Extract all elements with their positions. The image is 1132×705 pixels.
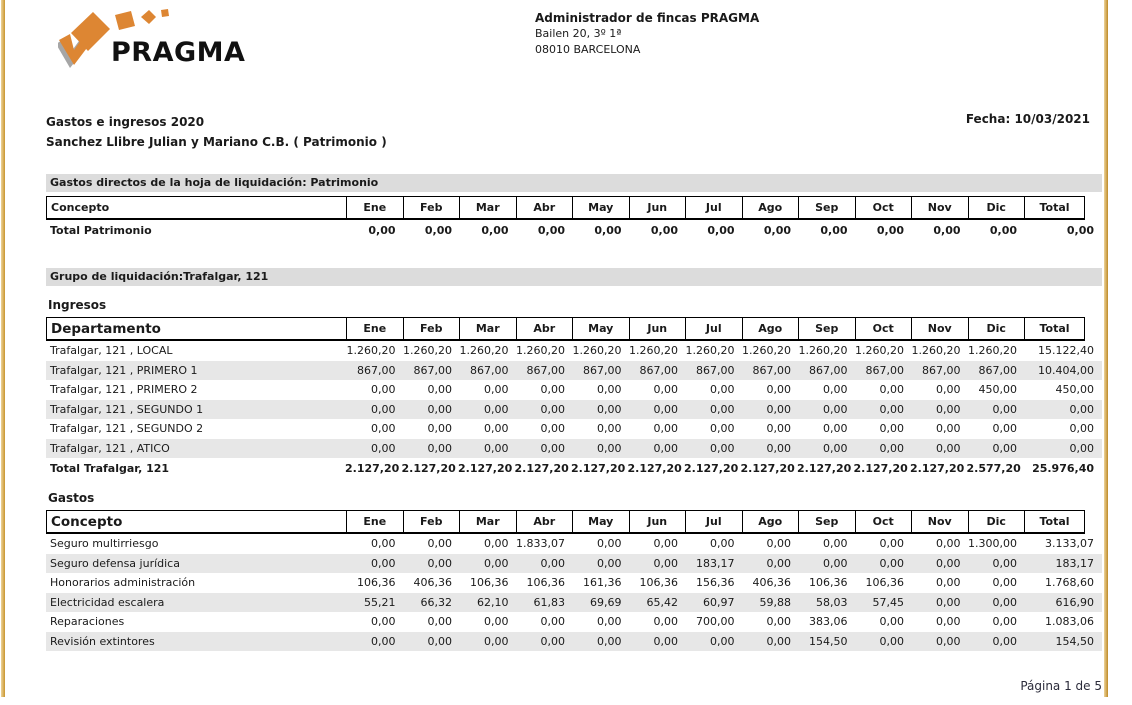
cell-value: 106,36 bbox=[639, 576, 678, 590]
cell-value: 0,00 bbox=[823, 383, 848, 397]
cell-value: 1.083,06 bbox=[1045, 615, 1094, 629]
cell-value: 154,50 bbox=[809, 634, 848, 648]
cell-value: 0,00 bbox=[427, 556, 452, 570]
row-label: Seguro defensa jurídica bbox=[50, 556, 180, 570]
cell-value: 0,00 bbox=[427, 537, 452, 551]
cell-value: 0,00 bbox=[766, 615, 791, 629]
cell-value: 0,00 bbox=[484, 537, 509, 551]
table-row bbox=[46, 361, 1102, 381]
letterhead-address-line2: 08010 BARCELONA bbox=[535, 43, 641, 56]
cell-value: 867,00 bbox=[809, 363, 848, 377]
cell-value: 106,36 bbox=[809, 576, 848, 590]
cell-value: 1.260,20 bbox=[685, 344, 735, 358]
report-date-label: Fecha: bbox=[965, 112, 1011, 126]
cell-value: 0,00 bbox=[710, 422, 735, 436]
cell-value: 183,17 bbox=[1055, 556, 1094, 570]
column-header-month: Oct bbox=[855, 318, 912, 339]
table-row bbox=[46, 380, 1102, 400]
table-row bbox=[46, 400, 1102, 420]
column-header-month: Ago bbox=[742, 318, 799, 339]
cell-value: 0,00 bbox=[992, 556, 1017, 570]
cell-value: 450,00 bbox=[978, 383, 1017, 397]
cell-value: 69,69 bbox=[590, 595, 622, 609]
cell-value: 0,00 bbox=[710, 383, 735, 397]
cell-value: 161,36 bbox=[583, 576, 622, 590]
column-header-month: Nov bbox=[911, 318, 968, 339]
cell-value: 0,00 bbox=[427, 383, 452, 397]
row-label: Trafalgar, 121 , PRIMERO 1 bbox=[50, 363, 198, 377]
cell-value: 1.300,00 bbox=[968, 537, 1017, 551]
cell-value: 0,00 bbox=[879, 615, 904, 629]
cell-value: 1.260,20 bbox=[798, 344, 848, 358]
cell-value: 2.127,20 bbox=[797, 462, 852, 475]
cell-value: 0,00 bbox=[427, 615, 452, 629]
table-row bbox=[46, 439, 1102, 459]
cell-value: 3.133,07 bbox=[1045, 537, 1094, 551]
column-header-month: May bbox=[572, 511, 629, 532]
cell-value: 867,00 bbox=[583, 363, 622, 377]
cell-value: 0,00 bbox=[371, 615, 396, 629]
cell-value: 0,00 bbox=[879, 441, 904, 455]
cell-value: 0,00 bbox=[936, 422, 961, 436]
cell-value: 58,03 bbox=[816, 595, 848, 609]
column-header-month: Ene bbox=[346, 511, 403, 532]
section bbox=[46, 174, 1102, 241]
cell-value: 0,00 bbox=[992, 595, 1017, 609]
cell-value: 867,00 bbox=[978, 363, 1017, 377]
cell-value: 0,00 bbox=[1069, 422, 1094, 436]
cell-value: 0,00 bbox=[594, 224, 622, 237]
cell-value: 2.127,20 bbox=[740, 462, 795, 475]
column-header-month: Abr bbox=[516, 511, 573, 532]
cell-value: 867,00 bbox=[357, 363, 396, 377]
report-title-row bbox=[46, 112, 1102, 152]
column-header-month: Sep bbox=[798, 318, 855, 339]
cell-value: 867,00 bbox=[696, 363, 735, 377]
cell-value: 0,00 bbox=[936, 595, 961, 609]
cell-value: 0,00 bbox=[427, 441, 452, 455]
cell-value: 0,00 bbox=[427, 402, 452, 416]
cell-value: 0,00 bbox=[540, 441, 565, 455]
cell-value: 2.127,20 bbox=[401, 462, 456, 475]
table-header-row bbox=[46, 196, 1085, 220]
table-header-row bbox=[46, 510, 1085, 534]
cell-value: 2.127,20 bbox=[345, 462, 400, 475]
cell-value: 0,00 bbox=[427, 422, 452, 436]
table-row bbox=[46, 612, 1102, 632]
cell-value: 0,00 bbox=[653, 556, 678, 570]
cell-value: 1.260,20 bbox=[742, 344, 791, 358]
cell-value: 2.127,20 bbox=[571, 462, 626, 475]
cell-value: 0,00 bbox=[484, 441, 509, 455]
cell-value: 406,36 bbox=[413, 576, 452, 590]
column-header-month: Jul bbox=[685, 318, 742, 339]
column-header-month: Jul bbox=[685, 197, 742, 218]
cell-value: 0,00 bbox=[371, 402, 396, 416]
cell-value: 1.768,60 bbox=[1045, 576, 1094, 590]
report-date bbox=[966, 112, 1102, 152]
cell-value: 0,00 bbox=[936, 576, 961, 590]
column-header-month: Feb bbox=[403, 511, 460, 532]
cell-value: 0,00 bbox=[540, 402, 565, 416]
cell-value: 0,00 bbox=[823, 441, 848, 455]
cell-value: 0,00 bbox=[879, 556, 904, 570]
cell-value: 0,00 bbox=[992, 634, 1017, 648]
cell-value: 0,00 bbox=[936, 615, 961, 629]
row-label: Trafalgar, 121 , ATICO bbox=[50, 441, 170, 455]
cell-value: 700,00 bbox=[696, 615, 735, 629]
cell-value: 0,00 bbox=[371, 441, 396, 455]
column-header-month: Oct bbox=[855, 197, 912, 218]
cell-value: 0,00 bbox=[992, 576, 1017, 590]
cell-value: 2.127,20 bbox=[514, 462, 569, 475]
cell-value: 0,00 bbox=[936, 556, 961, 570]
cell-value: 867,00 bbox=[526, 363, 565, 377]
cell-value: 1.260,20 bbox=[855, 344, 904, 358]
column-header-month: Ene bbox=[346, 318, 403, 339]
table-row bbox=[46, 554, 1102, 574]
column-header-month: Mar bbox=[459, 511, 516, 532]
column-header-month: Abr bbox=[516, 318, 573, 339]
cell-value: 1.260,20 bbox=[629, 344, 678, 358]
cell-value: 0,00 bbox=[992, 422, 1017, 436]
cell-value: 0,00 bbox=[653, 402, 678, 416]
cell-value: 0,00 bbox=[484, 383, 509, 397]
cell-value: 0,00 bbox=[597, 402, 622, 416]
letterhead-company: Administrador de fincas PRAGMA bbox=[535, 11, 760, 25]
table-row bbox=[46, 458, 1102, 479]
table-row bbox=[46, 632, 1102, 652]
cell-value: 0,00 bbox=[597, 556, 622, 570]
table-row bbox=[46, 593, 1102, 613]
cell-value: 0,00 bbox=[1066, 224, 1094, 237]
cell-value: 0,00 bbox=[766, 383, 791, 397]
column-header-month: May bbox=[572, 318, 629, 339]
column-header-month: Ago bbox=[742, 197, 799, 218]
column-header-month: Ene bbox=[346, 197, 403, 218]
cell-value: 156,36 bbox=[696, 576, 735, 590]
cell-value: 2.127,20 bbox=[684, 462, 739, 475]
cell-value: 0,00 bbox=[766, 634, 791, 648]
cell-value: 0,00 bbox=[371, 383, 396, 397]
cell-value: 0,00 bbox=[540, 615, 565, 629]
cell-value: 0,00 bbox=[879, 422, 904, 436]
row-label: Trafalgar, 121 , SEGUNDO 1 bbox=[50, 402, 204, 416]
cell-value: 1.260,20 bbox=[403, 344, 452, 358]
cell-value: 65,42 bbox=[646, 595, 678, 609]
section-title-bar: Gastos directos de la hoja de liquidación: Patrimonio bbox=[46, 174, 1102, 192]
row-label: Total Trafalgar, 121 bbox=[50, 462, 170, 475]
cell-value: 106,36 bbox=[526, 576, 565, 590]
pragma-logo-text: PRAGMA bbox=[111, 37, 246, 68]
cell-value: 106,36 bbox=[357, 576, 396, 590]
cell-value: 0,00 bbox=[653, 441, 678, 455]
cell-value: 0,00 bbox=[766, 402, 791, 416]
cell-value: 106,36 bbox=[470, 576, 509, 590]
cell-value: 867,00 bbox=[922, 363, 961, 377]
cell-value: 0,00 bbox=[653, 615, 678, 629]
cell-value: 0,00 bbox=[484, 634, 509, 648]
column-header-month: May bbox=[572, 197, 629, 218]
cell-value: 1.260,20 bbox=[911, 344, 961, 358]
section-title-bar: Grupo de liquidación:Trafalgar, 121 bbox=[46, 268, 1102, 286]
table-row bbox=[46, 573, 1102, 593]
cell-value: 0,00 bbox=[650, 224, 678, 237]
letterhead bbox=[535, 10, 759, 58]
table-header-row bbox=[46, 317, 1085, 341]
cell-value: 0,00 bbox=[484, 615, 509, 629]
cell-value: 0,00 bbox=[597, 537, 622, 551]
cell-value: 0,00 bbox=[936, 441, 961, 455]
cell-value: 1.260,20 bbox=[516, 344, 565, 358]
letterhead-address-line1: Bailen 20, 3º 1ª bbox=[535, 27, 622, 40]
cell-value: 55,21 bbox=[364, 595, 396, 609]
column-header-label: Departamento bbox=[51, 320, 161, 337]
table-row bbox=[46, 220, 1102, 241]
row-label: Total Patrimonio bbox=[50, 224, 152, 237]
column-header-month: Mar bbox=[459, 318, 516, 339]
cell-value: 0,00 bbox=[992, 402, 1017, 416]
cell-value: 450,00 bbox=[1055, 383, 1094, 397]
cell-value: 0,00 bbox=[484, 422, 509, 436]
section bbox=[46, 268, 1102, 651]
cell-value: 0,00 bbox=[876, 224, 904, 237]
cell-value: 867,00 bbox=[752, 363, 791, 377]
table-row bbox=[46, 419, 1102, 439]
cell-value: 62,10 bbox=[477, 595, 509, 609]
cell-value: 2.127,20 bbox=[627, 462, 682, 475]
cell-value: 0,00 bbox=[766, 556, 791, 570]
cell-value: 0,00 bbox=[653, 537, 678, 551]
page-left-border bbox=[1, 0, 5, 697]
cell-value: 2.127,20 bbox=[853, 462, 908, 475]
table-subtitle: Gastos bbox=[48, 491, 95, 505]
cell-value: 0,00 bbox=[424, 224, 452, 237]
cell-value: 1.260,20 bbox=[572, 344, 622, 358]
cell-value: 106,36 bbox=[865, 576, 904, 590]
cell-value: 0,00 bbox=[823, 402, 848, 416]
cell-value: 0,00 bbox=[371, 556, 396, 570]
column-header-month: Jun bbox=[629, 511, 686, 532]
column-header-total: Total bbox=[1024, 511, 1084, 532]
cell-value: 867,00 bbox=[865, 363, 904, 377]
cell-value: 0,00 bbox=[653, 422, 678, 436]
column-header-month: Nov bbox=[911, 511, 968, 532]
cell-value: 0,00 bbox=[707, 224, 735, 237]
cell-value: 0,00 bbox=[371, 634, 396, 648]
cell-value: 0,00 bbox=[992, 615, 1017, 629]
cell-value: 0,00 bbox=[484, 402, 509, 416]
column-header-label: Concepto bbox=[51, 513, 123, 530]
row-label: Revisión extintores bbox=[50, 634, 155, 648]
cell-value: 0,00 bbox=[820, 224, 848, 237]
cell-value: 0,00 bbox=[823, 537, 848, 551]
cell-value: 0,00 bbox=[879, 402, 904, 416]
cell-value: 0,00 bbox=[371, 537, 396, 551]
cell-value: 66,32 bbox=[420, 595, 452, 609]
cell-value: 0,00 bbox=[936, 383, 961, 397]
cell-value: 0,00 bbox=[766, 422, 791, 436]
cell-value: 0,00 bbox=[368, 224, 396, 237]
cell-value: 60,97 bbox=[703, 595, 735, 609]
cell-value: 0,00 bbox=[936, 402, 961, 416]
cell-value: 0,00 bbox=[540, 383, 565, 397]
cell-value: 0,00 bbox=[989, 224, 1017, 237]
cell-value: 0,00 bbox=[597, 441, 622, 455]
column-header-month: Mar bbox=[459, 197, 516, 218]
cell-value: 0,00 bbox=[710, 634, 735, 648]
cell-value: 183,17 bbox=[696, 556, 735, 570]
column-header-month: Sep bbox=[798, 511, 855, 532]
pragma-logo bbox=[58, 8, 248, 70]
cell-value: 0,00 bbox=[710, 537, 735, 551]
column-header-month: Sep bbox=[798, 197, 855, 218]
cell-value: 616,90 bbox=[1055, 595, 1094, 609]
cell-value: 154,50 bbox=[1055, 634, 1094, 648]
table-row bbox=[46, 534, 1102, 554]
row-label: Honorarios administración bbox=[50, 576, 196, 590]
column-header-month: Feb bbox=[403, 197, 460, 218]
table-row bbox=[46, 341, 1102, 361]
report-owner: Sanchez Llibre Julian y Mariano C.B. ( Patrimonio ) bbox=[46, 135, 387, 149]
cell-value: 0,00 bbox=[484, 556, 509, 570]
report-title: Gastos e ingresos 2020 bbox=[46, 115, 205, 129]
cell-value: 0,00 bbox=[879, 634, 904, 648]
cell-value: 0,00 bbox=[540, 422, 565, 436]
sections bbox=[46, 174, 1102, 651]
cell-value: 867,00 bbox=[413, 363, 452, 377]
cell-value: 0,00 bbox=[597, 383, 622, 397]
cell-value: 0,00 bbox=[936, 537, 961, 551]
cell-value: 406,36 bbox=[752, 576, 791, 590]
cell-value: 0,00 bbox=[540, 556, 565, 570]
cell-value: 0,00 bbox=[763, 224, 791, 237]
cell-value: 0,00 bbox=[597, 422, 622, 436]
column-header-month: Oct bbox=[855, 511, 912, 532]
column-header-month: Dic bbox=[968, 511, 1025, 532]
column-header-month: Ago bbox=[742, 511, 799, 532]
cell-value: 1.260,20 bbox=[968, 344, 1017, 358]
cell-value: 57,45 bbox=[872, 595, 904, 609]
cell-value: 0,00 bbox=[1069, 441, 1094, 455]
cell-value: 0,00 bbox=[879, 383, 904, 397]
cell-value: 0,00 bbox=[992, 441, 1017, 455]
cell-value: 383,06 bbox=[809, 615, 848, 629]
row-label: Trafalgar, 121 , SEGUNDO 2 bbox=[50, 422, 204, 436]
cell-value: 0,00 bbox=[597, 634, 622, 648]
column-header-month: Jul bbox=[685, 511, 742, 532]
cell-value: 0,00 bbox=[710, 402, 735, 416]
cell-value: 0,00 bbox=[1069, 402, 1094, 416]
column-header-month: Dic bbox=[968, 197, 1025, 218]
column-header-month: Jun bbox=[629, 197, 686, 218]
table-subtitle: Ingresos bbox=[48, 298, 107, 312]
cell-value: 0,00 bbox=[823, 556, 848, 570]
cell-value: 1.260,20 bbox=[459, 344, 509, 358]
row-label: Trafalgar, 121 , LOCAL bbox=[50, 344, 173, 358]
cell-value: 0,00 bbox=[371, 422, 396, 436]
report-titles bbox=[46, 112, 387, 152]
cell-value: 0,00 bbox=[936, 634, 961, 648]
row-label: Trafalgar, 121 , PRIMERO 2 bbox=[50, 383, 198, 397]
cell-value: 0,00 bbox=[537, 224, 565, 237]
cell-value: 867,00 bbox=[639, 363, 678, 377]
column-header-month: Feb bbox=[403, 318, 460, 339]
cell-value: 10.404,00 bbox=[1038, 363, 1094, 377]
column-header-total: Total bbox=[1024, 318, 1084, 339]
cell-value: 1.833,07 bbox=[516, 537, 565, 551]
column-header-month: Abr bbox=[516, 197, 573, 218]
cell-value: 1.260,20 bbox=[346, 344, 396, 358]
cell-value: 0,00 bbox=[766, 537, 791, 551]
page-right-border bbox=[1104, 0, 1108, 697]
cell-value: 2.577,20 bbox=[966, 462, 1021, 475]
cell-value: 61,83 bbox=[533, 595, 565, 609]
cell-value: 867,00 bbox=[470, 363, 509, 377]
cell-value: 0,00 bbox=[427, 634, 452, 648]
cell-value: 0,00 bbox=[766, 441, 791, 455]
column-header-month: Jun bbox=[629, 318, 686, 339]
cell-value: 0,00 bbox=[710, 441, 735, 455]
cell-value: 2.127,20 bbox=[910, 462, 965, 475]
cell-value: 0,00 bbox=[597, 615, 622, 629]
column-header-total: Total bbox=[1024, 197, 1084, 218]
cell-value: 25.976,40 bbox=[1032, 462, 1094, 475]
cell-value: 0,00 bbox=[933, 224, 961, 237]
cell-value: 59,88 bbox=[759, 595, 791, 609]
cell-value: 2.127,20 bbox=[458, 462, 513, 475]
cell-value: 0,00 bbox=[481, 224, 509, 237]
row-label: Reparaciones bbox=[50, 615, 125, 629]
column-header-month: Nov bbox=[911, 197, 968, 218]
column-header-label: Concepto bbox=[51, 201, 110, 214]
cell-value: 0,00 bbox=[823, 422, 848, 436]
report-date-value: 10/03/2021 bbox=[1014, 112, 1090, 126]
cell-value: 0,00 bbox=[653, 634, 678, 648]
row-label: Electricidad escalera bbox=[50, 595, 165, 609]
cell-value: 0,00 bbox=[653, 383, 678, 397]
cell-value: 0,00 bbox=[879, 537, 904, 551]
column-header-month: Dic bbox=[968, 318, 1025, 339]
page-indicator: Página 1 de 5 bbox=[1020, 679, 1102, 693]
cell-value: 0,00 bbox=[540, 634, 565, 648]
row-label: Seguro multirriesgo bbox=[50, 537, 159, 551]
cell-value: 15.122,40 bbox=[1038, 344, 1094, 358]
